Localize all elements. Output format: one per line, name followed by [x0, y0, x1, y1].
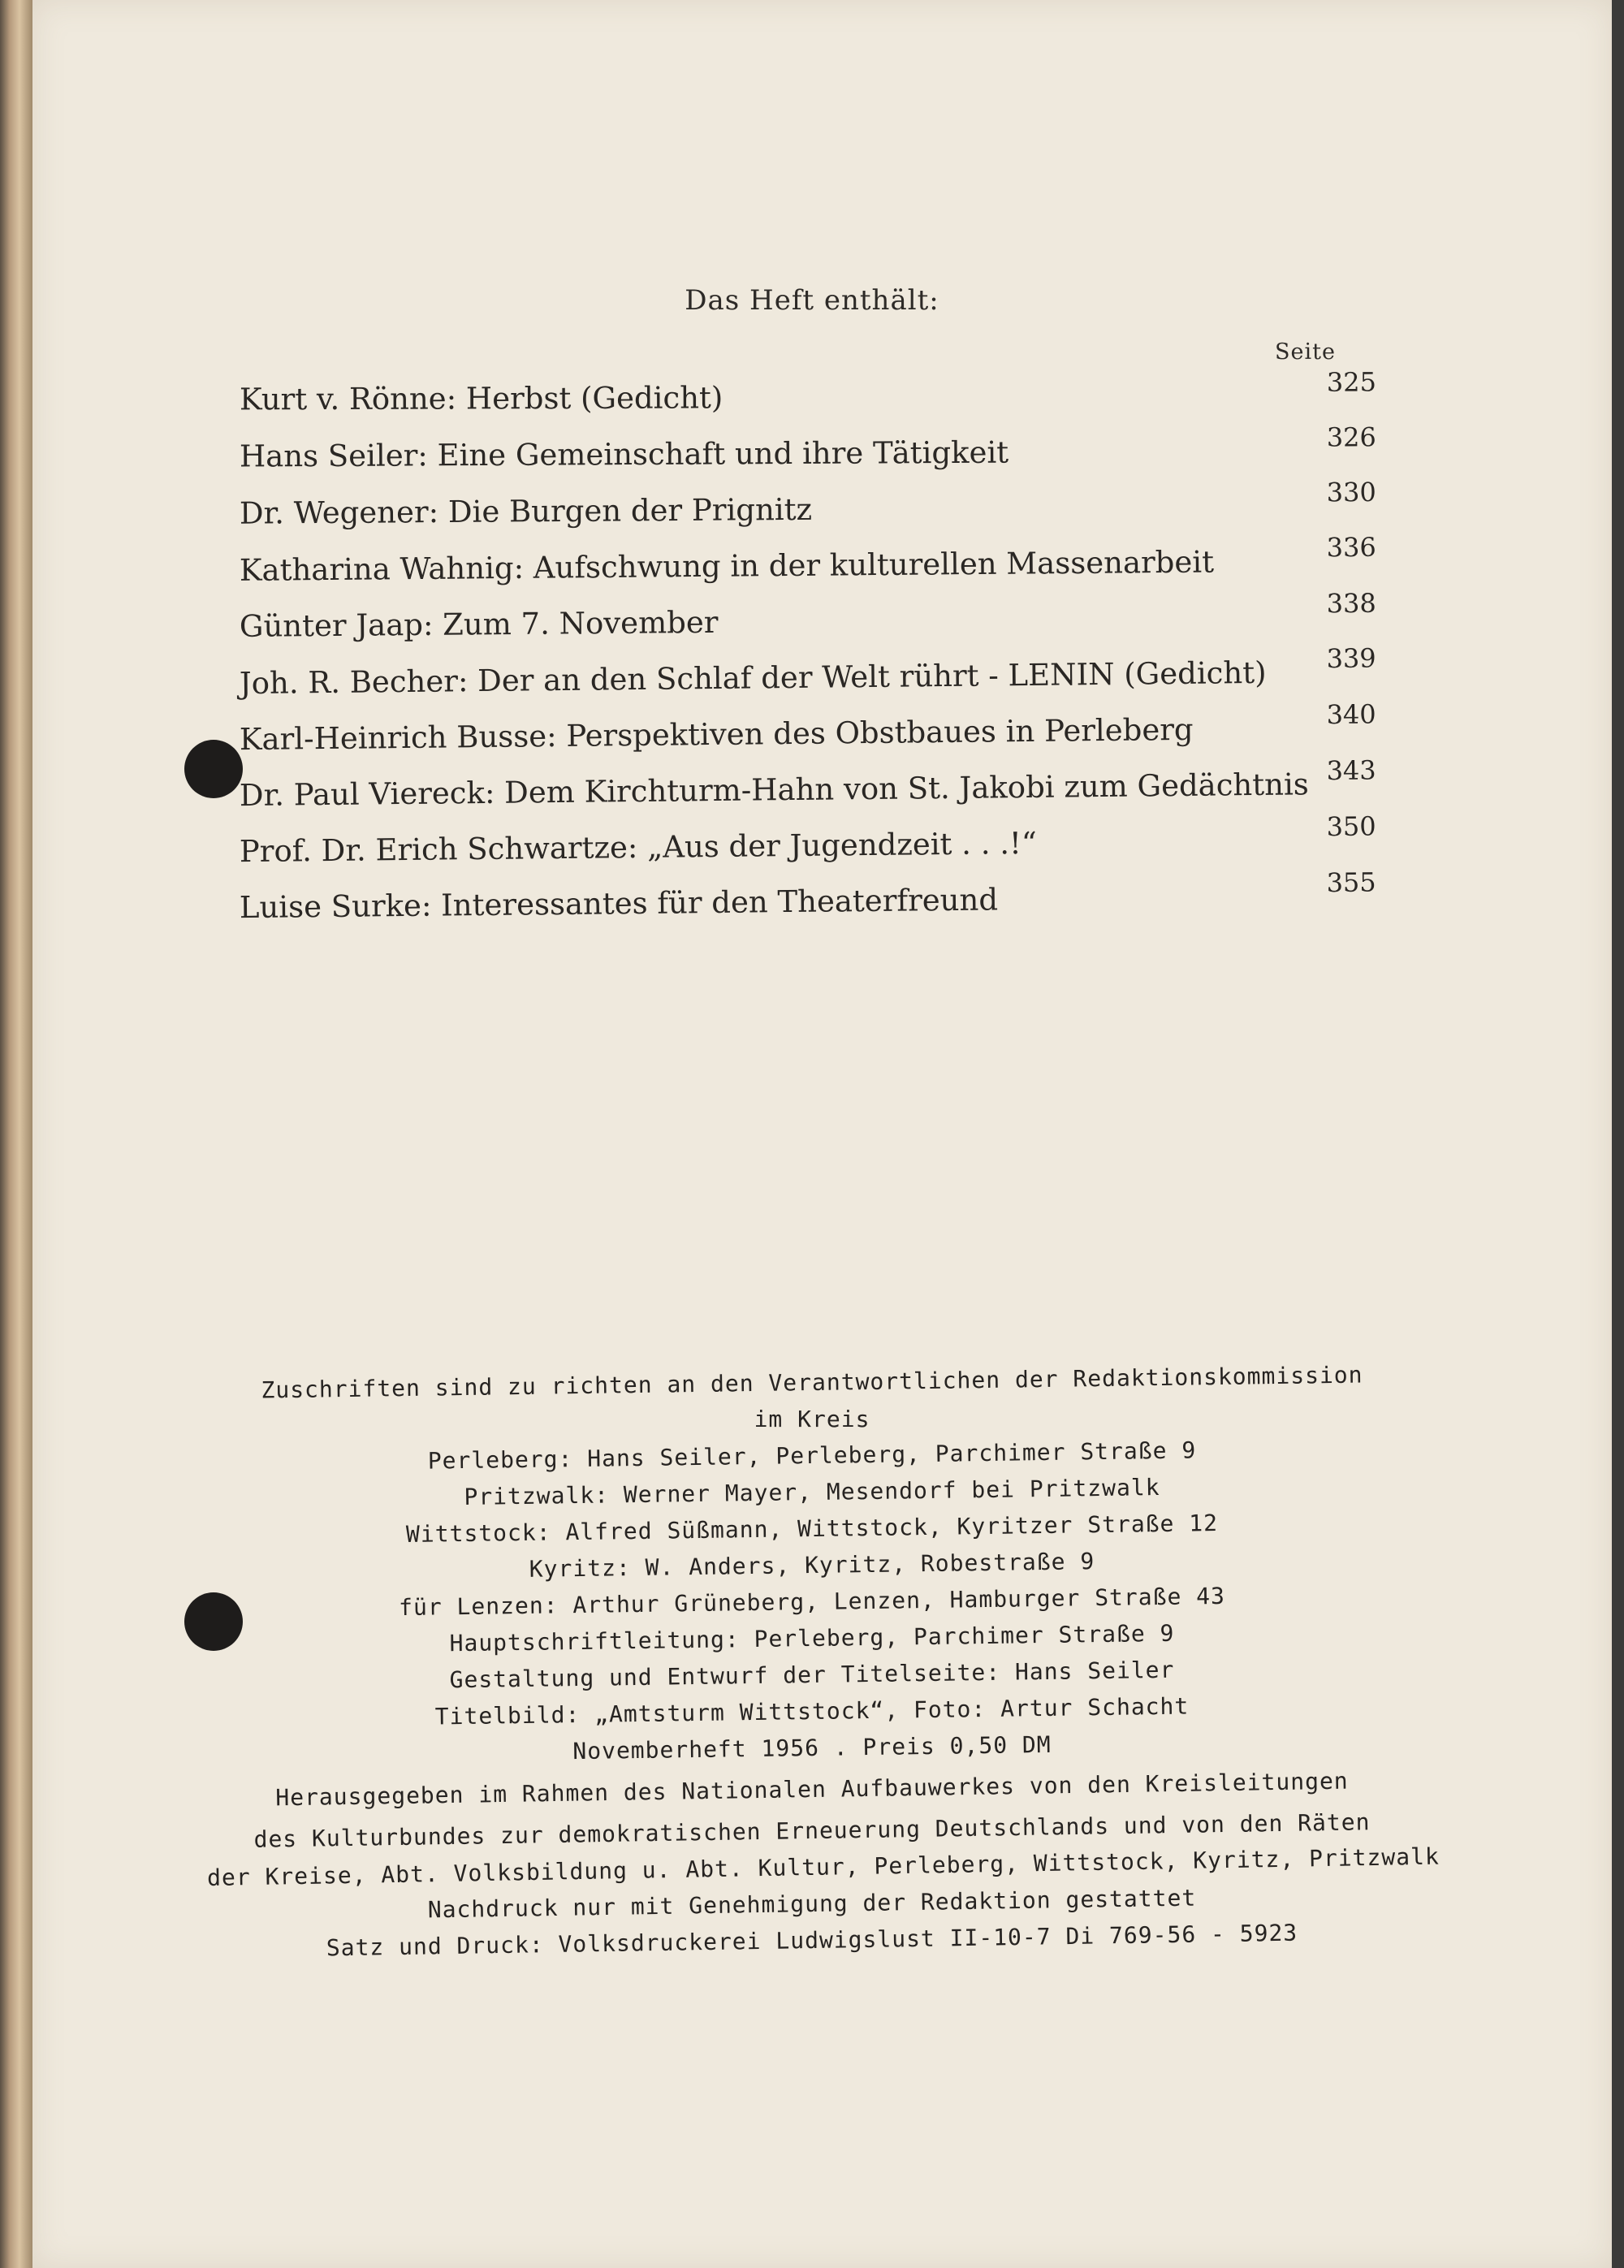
imprint-line: des Kulturbundes zur demokratischen Erneuerung Deutschlands und von den Räten — [253, 1808, 1371, 1853]
toc-entry-title: Dr. Wegener: Die Burgen der Prignitz — [239, 491, 813, 531]
imprint-block — [206, 1361, 1440, 1962]
toc-entry-title: Luise Surke: Interessantes für den Theaterfreund — [239, 882, 999, 926]
toc-entry-title: Katharina Wahnig: Aufschwung in der kulturellen Massenarbeit — [239, 544, 1215, 588]
imprint-line: Perleberg: Hans Seiler, Perleberg, Parchimer Straße 9 — [427, 1436, 1197, 1475]
imprint-line: Satz und Druck: Volksdruckerei Ludwigslust II-10-7 Di 769-56 - 5923 — [326, 1919, 1298, 1962]
toc-entry-title: Joh. R. Becher: Der an den Schlaf der Welt rührt - LENIN (Gedicht) — [239, 654, 1267, 702]
imprint-line: Herausgegeben im Rahmen des Nationalen Aufbauwerkes von den Kreisleitungen — [275, 1767, 1349, 1812]
toc-entry-page: 340 — [1326, 698, 1376, 731]
toc-entry-page: 325 — [1326, 366, 1376, 398]
toc-entry-page: 336 — [1326, 531, 1376, 564]
toc-entry-title: Günter Jaap: Zum 7. November — [239, 604, 719, 644]
toc-entry-page: 355 — [1326, 866, 1376, 899]
toc-entry — [207, 421, 1376, 495]
toc-entry-title: Prof. Dr. Erich Schwartze: „Aus der Jugendzeit . . .!“ — [239, 825, 1037, 870]
imprint-line: Pritzwalk: Werner Mayer, Mesendorf bei Pritzwalk — [464, 1474, 1160, 1510]
toc-entry-title: Kurt v. Rönne: Herbst (Gedicht) — [239, 380, 723, 417]
imprint-line: Titelbild: „Amtsturm Wittstock“, Foto: Artur Schacht — [434, 1692, 1190, 1730]
imprint-line: Gestaltung und Entwurf der Titelseite: Hans Seiler — [449, 1656, 1175, 1694]
toc-entry — [207, 866, 1377, 946]
toc-entry — [207, 366, 1376, 438]
toc-entry-page: 338 — [1326, 587, 1376, 620]
binding-edge — [0, 0, 32, 2268]
toc-entry-page: 343 — [1326, 754, 1376, 787]
imprint-line: Nachdruck nur mit Genehmigung der Redaktion gestattet — [427, 1884, 1197, 1924]
document-page — [32, 0, 1612, 2268]
toc-entry-page: 350 — [1326, 810, 1376, 843]
imprint-line: Hauptschriftleitung: Perleberg, Parchimer Straße 9 — [449, 1619, 1175, 1657]
table-of-contents — [207, 366, 1376, 940]
toc-entry-page: 330 — [1326, 476, 1376, 508]
toc-entry-title: Dr. Paul Viereck: Dem Kirchturm-Hahn von St. Jakobi zum Gedächtnis — [239, 767, 1309, 814]
toc-title: Das Heft enthält: — [685, 284, 939, 317]
toc-entry — [207, 476, 1376, 552]
imprint-line: im Kreis — [754, 1406, 870, 1432]
imprint-line: Wittstock: Alfred Süßmann, Wittstock, Kyritzer Straße 12 — [405, 1510, 1219, 1548]
toc-entry — [207, 531, 1377, 610]
toc-entry-title: Hans Seiler: Eine Gemeinschaft und ihre Tätigkeit — [239, 434, 1009, 474]
imprint-line: der Kreise, Abt. Volksbildung u. Abt. Kultur, Perleberg, Wittstock, Kyritz, Pritzwalk — [206, 1842, 1440, 1891]
imprint-line: für Lenzen: Arthur Grüneberg, Lenzen, Hamburger Straße 43 — [398, 1582, 1226, 1622]
toc-entry-page: 326 — [1326, 421, 1376, 453]
imprint-line: Zuschriften sind zu richten an den Verantwortlichen der Redaktionskommission — [261, 1361, 1363, 1404]
toc-entry-title: Karl-Heinrich Busse: Perspektiven des Obstbaues in Perleberg — [239, 711, 1194, 758]
toc-entry-page: 339 — [1326, 642, 1376, 675]
toc-page-column-header: Seite — [1275, 339, 1336, 365]
imprint-line: Novemberheft 1956 . Preis 0,50 DM — [572, 1730, 1052, 1765]
imprint-line: Kyritz: W. Anders, Kyritz, Robestraße 9 — [529, 1548, 1095, 1583]
